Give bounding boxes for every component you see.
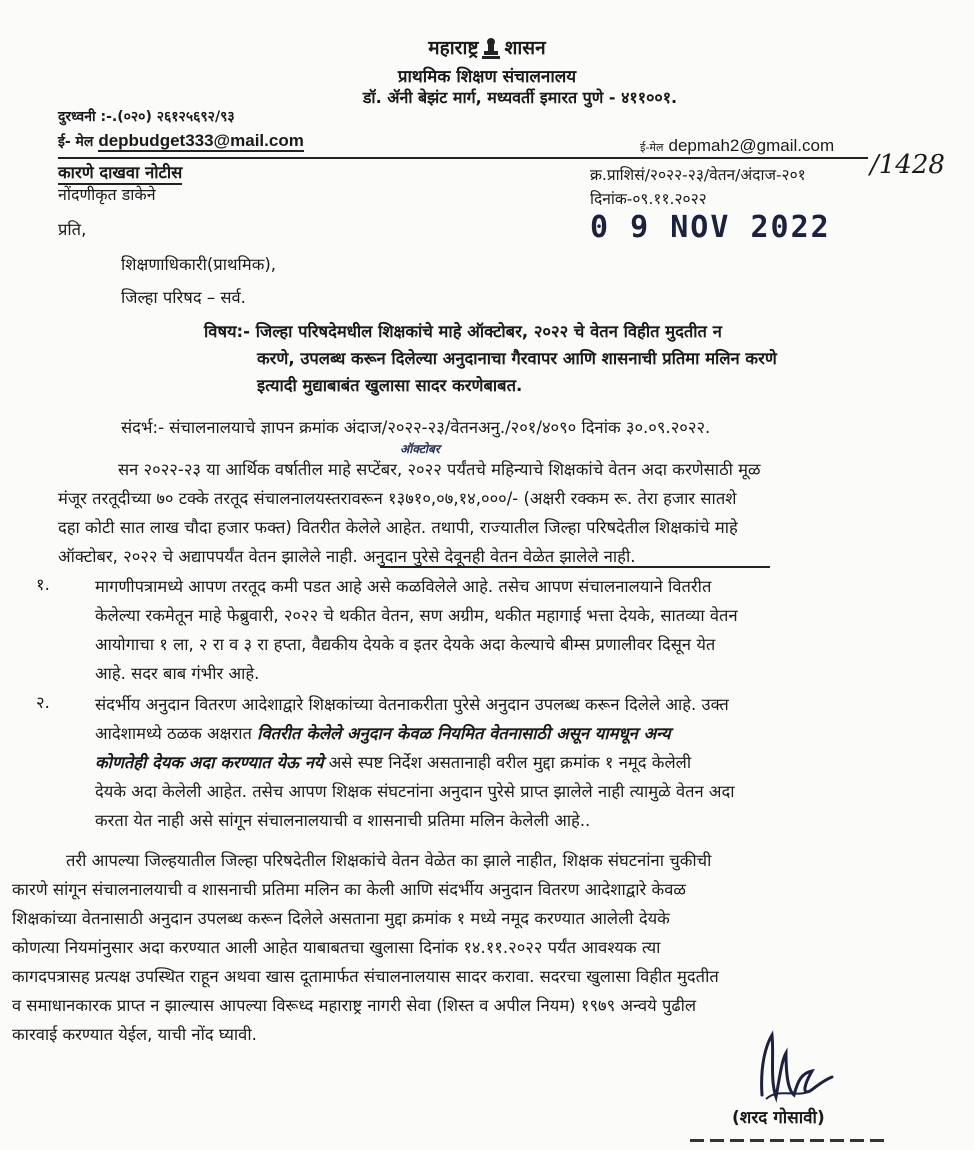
item1-line4: आहे. सदर बाब गंभीर आहे. (95, 664, 260, 683)
para3-line5: कागदपत्रासह प्रत्यक्ष उपस्थित राहून अथवा खास दूतामार्फत संचालनालयास सादर करावा. सदरचा खुलासा विहीत मुदतीत (12, 967, 719, 986)
email2-link[interactable]: depmah2@gmail.com (668, 136, 835, 155)
item1-line2: केलेल्या रकमेतून माहे फेब्रुवारी, २०२२ चे थकीत वेतन, सण अग्रीम, थकीत महागाई भत्ता देयके, सातव्या वेतन (95, 606, 738, 625)
handwritten-month: ऑक्टोबर (400, 442, 440, 456)
para3-line3: शिक्षकांच्या वेतनासाठी अनुदान उपलब्ध करून दिलेले असताना मुद्दा क्रमांक १ मध्ये नमूद करण्यात आलेली देयके (12, 909, 670, 928)
para1-line2: मंजूर तरतूदीच्या ७० टक्के तरतूद संचालनालयस्तरावरून १३७१०,०७,१४,०००/- (अक्षरी रक्कम रू. तेरा हजार सातशे (58, 489, 737, 508)
national-emblem-icon (480, 38, 502, 60)
recipient-line1: शिक्षणाधिकारी(प्राथमिक), (121, 255, 277, 274)
signatory-name: (शरद गोसावी) (732, 1108, 825, 1128)
reference-number: क्र.प्राशिसं/२०२२-२३/वेतन/अंदाज-२०१ (590, 166, 806, 184)
email-row (58, 131, 304, 151)
reference-line: संदर्भ:- संचालनालयाचे ज्ञापन क्रमांक अंदाज/२०२२-२३/वेतनअनु./२०१/४०९० दिनांक ३०.०९.२०२२. (121, 418, 711, 437)
recipient-line2: जिल्हा परिषद – सर्व. (121, 288, 246, 307)
header-divider (58, 157, 868, 159)
subject-line3: इत्यादी मुद्याबाबंत खुलासा सादर करणेबाबत. (257, 376, 523, 395)
para3-line1: तरी आपल्या जिल्हयातील जिल्हा परिषदेतील शिक्षकांचे वेतन वेळेत का झाले नाहीत, शिक्षक संघटनांना चुकीची (66, 851, 712, 870)
item2-line2-plain: आदेशामध्ये ठळक अक्षरात (95, 724, 252, 743)
item2-line1: संदर्भीय अनुदान वितरण आदेशाद्वारे शिक्षकांच्या वेतनाकरीता पुरेसे अनुदान उपलब्ध करून दिलेले आहे. उक्त (95, 695, 729, 714)
item2-line3-emph: कोणतेही देयक अदा करण्यात येऊ नये (95, 753, 324, 772)
para3-line4: कोणत्या नियमांनुसार अदा करण्यात आली आहेत याबाबतचा खुलासा दिनांक १४.११.२०२२ पर्यंत आवश्यक त्या (12, 938, 661, 957)
prati: प्रति, (58, 220, 87, 239)
item2-line3 (95, 748, 925, 777)
item2-line3-plain: असे स्पष्ट निर्देश असतानाही वरील मुद्दा क्रमांक १ नमूद केलेली (328, 753, 692, 772)
para1-line1: सन २०२२-२३ या आर्थिक वर्षातील माहे सप्टेंबर, २०२२ पर्यंतचे महिन्याचे शिक्षकांचे वेतन अदा करणेसाठी मूळ (118, 460, 761, 479)
email2-row (640, 136, 834, 156)
handwritten-number: /1428 (870, 150, 945, 180)
email-link[interactable]: depbudget333@mail.com (98, 131, 304, 150)
govt-left: महाराष्ट्र (428, 37, 479, 59)
phone-number: दुरध्वनी :-.(०२०) २६१२५६९२/९३ (58, 109, 235, 125)
notice-date: दिनांक-०९.११.२०२२ (590, 190, 707, 208)
govt-right: शासन (504, 37, 546, 59)
item1-line1: मागणीपत्रामध्ये आपण तरतूद कमी पडत आहे असे कळविलेले आहे. तसेच आपण संचालनालयाने वितरीत (95, 577, 712, 596)
item2-line4: देयके अदा केलेली आहेत. तसेच आपण शिक्षक संघटनांना अनुदान पुरेसे प्राप्त झालेले नाही त्यामुळे वेतन अदा (95, 782, 735, 801)
para3-line2: कारणे सांगून संचालनालयाची व शासनाची प्रतिमा मलिन का केली आणि संदर्भीय अनुदान वितरण आदेशाद्वारे केवळ (12, 880, 686, 899)
para1-line4: ऑक्टोबर, २०२२ चे अद्यापपर्यंत वेतन झालेले नाही. अनुदान पुरेसे देवूनही वेतन वेळेत झालेले नाही. (58, 547, 636, 566)
item2-line2-emph: वितरीत केलेले अनुदान केवळ नियमित वेतनासाठी असून यामधून अन्य (257, 724, 671, 743)
email2-label: ई-मेल (640, 141, 664, 154)
item2-line5: करता येत नाही असे सांगून संचालनालयाची व शासनाची प्रतिमा मलिन केलेली आहे.. (95, 811, 591, 830)
date-stamp: 0 9 NOV 2022 (590, 210, 831, 245)
subject-line2: करणे, उपलब्ध करून दिलेल्या अनुदानाचा गैरवापर आणि शासनाची प्रतिमा मलिन करणे (257, 349, 777, 368)
signature-scribble (752, 1025, 842, 1110)
govt-heading (0, 34, 974, 60)
para3-line6: व समाधानकारक प्राप्त न झाल्यास आपल्या विरूध्द महाराष्ट्र नागरी सेवा (शिस्त व अपील नियम) १९७९ अन्वये पुढील (12, 996, 697, 1015)
item2-line2 (95, 719, 925, 748)
para3-line7: कारवाई करण्यात येईल, याची नोंद घ्यावी. (12, 1025, 257, 1044)
office-address: डॉ. ॲनी बेझंट मार्ग, मध्यवर्ती इमारत पुणे - ४११००१. (362, 88, 678, 107)
email-label: ई- मेल (58, 134, 94, 150)
delivery-mode: नोंदणीकृत डाकेने (58, 185, 156, 204)
notice-title: कारणे दाखवा नोटीस (58, 160, 182, 185)
para1-underline (380, 566, 770, 568)
item2-number: २. (36, 693, 50, 712)
para1-line3: दहा कोटी सात लाख चौदा हजार फक्त) वितरीत केलेले आहेत. तथापी, राज्यातील जिल्हा परिषदेतील शिक्षकांचे माहे (58, 518, 738, 537)
office-name: प्राथमिक शिक्षण संचालनालय (397, 67, 577, 87)
item1-line3: आयोगाचा १ ला, २ रा व ३ रा हप्ता, वैद्यकीय देयके व इतर देयके अदा केल्याचे बीम्स प्रणालीवर दिसून येत (95, 635, 716, 654)
subject-line1: विषय:- जिल्हा परिषदेमधील शिक्षकांचे माहे ऑक्टोबर, २०२२ चे वेतन विहीत मुदतीत न (204, 322, 722, 341)
signatory-designation-cut (690, 1136, 890, 1146)
item1-number: १. (36, 575, 50, 594)
